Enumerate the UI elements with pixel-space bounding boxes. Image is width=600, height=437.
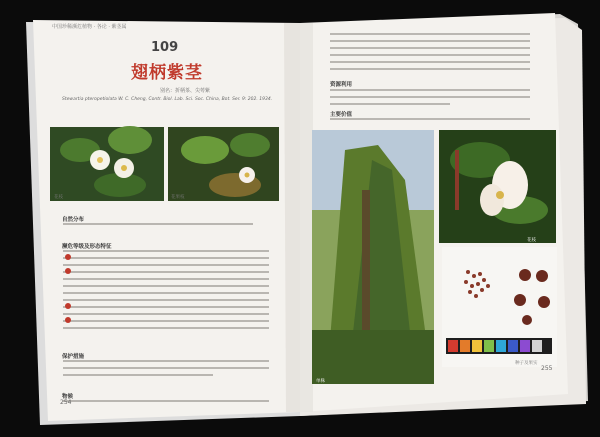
photo-label-flower: 花枝 bbox=[527, 238, 536, 243]
species-name: 翅柄紫茎 bbox=[131, 63, 203, 83]
species-alias: 别名：折柄茶、尖萼紫 bbox=[160, 88, 211, 94]
flower-closeup-photo bbox=[439, 130, 556, 243]
tree-photo bbox=[312, 130, 434, 384]
photo-label-left-2: 花果枝 bbox=[171, 195, 185, 200]
species-number: 109 bbox=[151, 40, 179, 55]
photo-label-left-1: 花枝 bbox=[54, 195, 63, 200]
section-phenology: 物候 bbox=[62, 394, 74, 400]
flower-photo-2 bbox=[168, 127, 279, 201]
section-distribution: 自然分布 bbox=[62, 217, 85, 223]
latin-citation: Stewartia pteropetiolata W. C. Cheng, Contr. Biol. Lab. Sci. Soc. China, Bot. Ser. 9: 202. 1934. bbox=[62, 97, 273, 102]
photo-label-tree: 单株 bbox=[316, 379, 325, 384]
section-main-value: 主要价值 bbox=[330, 112, 353, 118]
section-resource-use: 资源利用 bbox=[330, 82, 353, 88]
photo-label-seeds: 种子及果实 bbox=[515, 361, 538, 366]
section-morphology: 濒危等级及形态特征 bbox=[62, 244, 112, 250]
left-page-number: 254 bbox=[60, 399, 72, 406]
flower-photo-1 bbox=[50, 126, 164, 201]
left-page-header: 中国珍稀濒危植物 · 各论 · 紫茎属 bbox=[52, 24, 127, 30]
seeds-photo bbox=[442, 247, 557, 367]
section-protection: 保护措施 bbox=[62, 354, 85, 360]
right-page-number: 255 bbox=[541, 365, 553, 372]
